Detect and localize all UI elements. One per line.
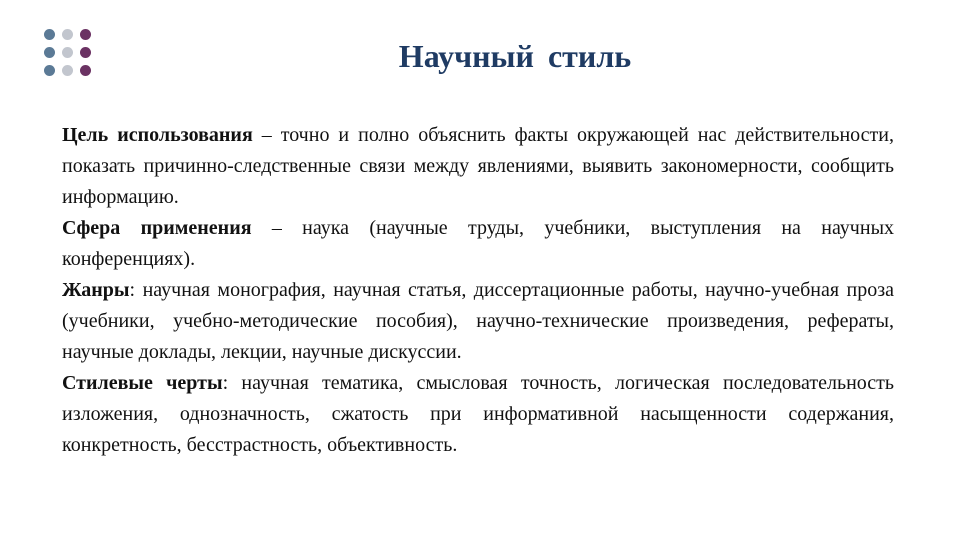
- text-genres: : научная монография, научная статья, диссертационные работы, научно-учебная проза (учебники, учебно-методические пособия), научно-технические произведения, рефераты, научные доклады, лекции, научные дискуссии.: [62, 279, 894, 363]
- text-features: : научная тематика, смысловая точность, логическая последовательность изложения, однозначность, сжатость при информативной насыщенности содержания, конкретность, бесстрастность, объективность.: [62, 372, 895, 456]
- page-title: Научный стиль: [398, 38, 632, 74]
- paragraph-scope: [62, 213, 894, 275]
- paragraph-genres: [62, 275, 894, 368]
- term-purpose: Цель использования: [62, 124, 253, 146]
- term-scope: Сфера применения: [62, 217, 252, 239]
- paragraph-features: [62, 368, 894, 461]
- term-features: Стилевые черты: [62, 372, 223, 394]
- term-genres: Жанры: [62, 279, 130, 301]
- text-scope: – наука (научные труды, учебники, выступления на научных конференциях).: [62, 217, 895, 270]
- paragraph-purpose: [62, 120, 894, 213]
- text-purpose: – точно и полно объяснить факты окружающей нас действительности, показать причинно-следственные связи между явлениями, выявить закономерности, сообщить информацию.: [62, 124, 894, 208]
- slide-content: [62, 120, 894, 461]
